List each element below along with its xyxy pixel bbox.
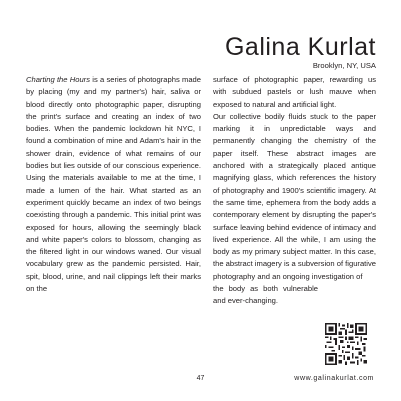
body-paragraph-2: Our collective bodily fluids stuck to the paper marking it in unpredictable ways and permanently changing the chemistry of the paper itself. These abstract images are anchored with a strategically placed antique magnifying glass, which references the history of photography and 1900's scientific imagery. At the same time, ephemera from the body adds a contemporary element by disrupting the paper's surface leaving behind evidence of intimacy and lived experience. All the while, I am using the body as my primary subject matter. In this case, the abstract imagery is a subversion of figurative photography and an ongoing investigation of (213, 111, 376, 281)
qr-code-icon[interactable] (325, 323, 367, 365)
closing-text: the body as both vulnerable and ever-changing. (213, 284, 318, 306)
page-number: 47 (196, 375, 205, 382)
intro-text: is a series of photographs made by placing (my and my partner's) hair, saliva or blood directly onto photographic paper, disrupting the print's surface and creating an index of two bodies. When the pandemic lockdown hit NYC, I found a combination of mine and Adam's hair in the shower drain, evidence of what remains of our bodies but lies outside of our conscious experience. Using the materials available to me at the time, I made a lumen of the hair. What started as an experiment quickly became an index of two beings coexisting through a pandemic. This initial print was exposed for hours, allowing the seemingly black and white paper's colors to blossom, changing as the filtered light in our windows waned. Our visual vocabulary grew as the pandemic persisted. Hair, spit, blood, urine, and nail clippings left their marks on the (26, 75, 201, 294)
right-column (213, 74, 376, 308)
artist-header (225, 33, 376, 71)
intro-paragraph (26, 74, 201, 295)
series-title: Charting the Hours (26, 75, 91, 84)
continuation-paragraph: surface of photographic paper, rewarding us with subdued pastels or lush mauve when exposed to natural and artificial light. (213, 75, 376, 109)
artist-location: Brooklyn, NY, USA (312, 61, 376, 70)
website-url[interactable]: www.galinakurlat.com (294, 375, 374, 382)
left-column (26, 74, 201, 295)
artist-name: Galina Kurlat (224, 33, 376, 61)
